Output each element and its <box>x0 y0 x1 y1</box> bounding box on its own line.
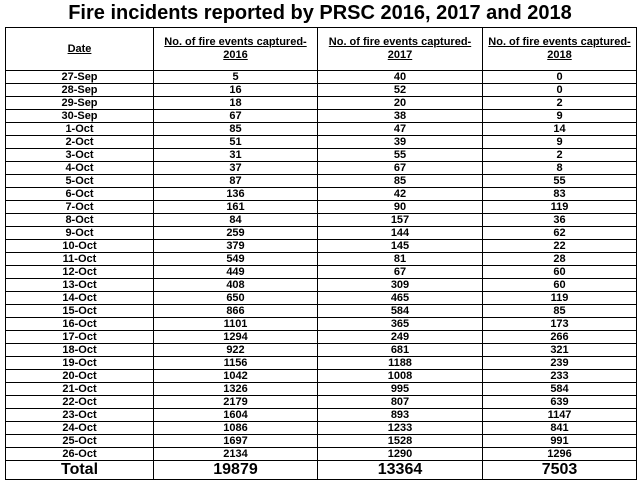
count-2018-cell: 9 <box>483 110 637 123</box>
date-cell: 16-Oct <box>6 318 154 331</box>
date-cell: 14-Oct <box>6 292 154 305</box>
count-2016-cell: 5 <box>154 71 318 84</box>
date-cell: 2-Oct <box>6 136 154 149</box>
fire-incidents-table <box>5 27 637 480</box>
count-2016-cell: 1101 <box>154 318 318 331</box>
count-2018-cell: 119 <box>483 201 637 214</box>
count-2017-cell: 144 <box>318 227 483 240</box>
count-2016-cell: 922 <box>154 344 318 357</box>
count-2016-cell: 1604 <box>154 409 318 422</box>
count-2016-cell: 259 <box>154 227 318 240</box>
header-2016: No. of fire events captured- 2016 <box>154 28 318 71</box>
date-cell: 1-Oct <box>6 123 154 136</box>
count-2018-cell: 584 <box>483 383 637 396</box>
count-2018-cell: 0 <box>483 71 637 84</box>
table-row <box>6 110 637 123</box>
header-date: Date <box>6 28 154 71</box>
count-2017-cell: 1528 <box>318 435 483 448</box>
count-2017-cell: 38 <box>318 110 483 123</box>
table-row <box>6 149 637 162</box>
count-2017-cell: 1233 <box>318 422 483 435</box>
count-2018-cell: 321 <box>483 344 637 357</box>
count-2017-cell: 39 <box>318 136 483 149</box>
count-2016-cell: 650 <box>154 292 318 305</box>
count-2017-cell: 1290 <box>318 448 483 461</box>
count-2017-cell: 20 <box>318 97 483 110</box>
count-2017-cell: 85 <box>318 175 483 188</box>
date-cell: 11-Oct <box>6 253 154 266</box>
count-2016-cell: 2179 <box>154 396 318 409</box>
count-2018-cell: 8 <box>483 162 637 175</box>
date-cell: 22-Oct <box>6 396 154 409</box>
count-2017-cell: 1188 <box>318 357 483 370</box>
count-2016-cell: 408 <box>154 279 318 292</box>
count-2018-cell: 83 <box>483 188 637 201</box>
count-2016-cell: 866 <box>154 305 318 318</box>
table-row <box>6 409 637 422</box>
count-2018-cell: 22 <box>483 240 637 253</box>
date-cell: 15-Oct <box>6 305 154 318</box>
count-2016-cell: 2134 <box>154 448 318 461</box>
date-cell: 10-Oct <box>6 240 154 253</box>
count-2017-cell: 465 <box>318 292 483 305</box>
date-cell: 20-Oct <box>6 370 154 383</box>
date-cell: 21-Oct <box>6 383 154 396</box>
date-cell: 27-Sep <box>6 71 154 84</box>
table-row <box>6 344 637 357</box>
date-cell: 5-Oct <box>6 175 154 188</box>
count-2018-cell: 2 <box>483 149 637 162</box>
count-2016-cell: 1697 <box>154 435 318 448</box>
table-row <box>6 266 637 279</box>
date-cell: 7-Oct <box>6 201 154 214</box>
total-row <box>6 461 637 480</box>
table-row <box>6 214 637 227</box>
count-2016-cell: 549 <box>154 253 318 266</box>
count-2018-cell: 55 <box>483 175 637 188</box>
count-2017-cell: 157 <box>318 214 483 227</box>
date-cell: 19-Oct <box>6 357 154 370</box>
date-cell: 9-Oct <box>6 227 154 240</box>
count-2016-cell: 37 <box>154 162 318 175</box>
count-2016-cell: 1086 <box>154 422 318 435</box>
count-2016-cell: 449 <box>154 266 318 279</box>
total-label: Total <box>6 461 154 480</box>
table-row <box>6 84 637 97</box>
table-row <box>6 253 637 266</box>
count-2016-cell: 67 <box>154 110 318 123</box>
count-2018-cell: 1147 <box>483 409 637 422</box>
table-row <box>6 162 637 175</box>
count-2017-cell: 47 <box>318 123 483 136</box>
date-cell: 3-Oct <box>6 149 154 162</box>
count-2018-cell: 62 <box>483 227 637 240</box>
table-row <box>6 448 637 461</box>
table-row <box>6 279 637 292</box>
count-2017-cell: 309 <box>318 279 483 292</box>
date-cell: 25-Oct <box>6 435 154 448</box>
count-2017-cell: 365 <box>318 318 483 331</box>
count-2017-cell: 1008 <box>318 370 483 383</box>
table-row <box>6 97 637 110</box>
page-title: Fire incidents reported by PRSC 2016, 2017 and 2018 <box>68 2 572 24</box>
count-2017-cell: 807 <box>318 396 483 409</box>
count-2017-cell: 42 <box>318 188 483 201</box>
count-2017-cell: 52 <box>318 84 483 97</box>
count-2017-cell: 67 <box>318 266 483 279</box>
count-2018-cell: 173 <box>483 318 637 331</box>
count-2018-cell: 85 <box>483 305 637 318</box>
date-cell: 28-Sep <box>6 84 154 97</box>
table-row <box>6 318 637 331</box>
count-2017-cell: 81 <box>318 253 483 266</box>
count-2017-cell: 995 <box>318 383 483 396</box>
count-2016-cell: 18 <box>154 97 318 110</box>
count-2018-cell: 0 <box>483 84 637 97</box>
count-2017-cell: 249 <box>318 331 483 344</box>
date-cell: 8-Oct <box>6 214 154 227</box>
table-row <box>6 435 637 448</box>
date-cell: 12-Oct <box>6 266 154 279</box>
count-2016-cell: 51 <box>154 136 318 149</box>
count-2016-cell: 85 <box>154 123 318 136</box>
table-row <box>6 331 637 344</box>
count-2017-cell: 90 <box>318 201 483 214</box>
count-2016-cell: 1294 <box>154 331 318 344</box>
count-2016-cell: 1042 <box>154 370 318 383</box>
count-2016-cell: 31 <box>154 149 318 162</box>
table-row <box>6 71 637 84</box>
count-2018-cell: 991 <box>483 435 637 448</box>
table-row <box>6 396 637 409</box>
count-2016-cell: 379 <box>154 240 318 253</box>
count-2018-cell: 1296 <box>483 448 637 461</box>
date-cell: 17-Oct <box>6 331 154 344</box>
total-2018: 7503 <box>483 461 637 480</box>
table-row <box>6 240 637 253</box>
table-row <box>6 422 637 435</box>
date-cell: 23-Oct <box>6 409 154 422</box>
count-2018-cell: 9 <box>483 136 637 149</box>
date-cell: 13-Oct <box>6 279 154 292</box>
table-row <box>6 227 637 240</box>
count-2018-cell: 28 <box>483 253 637 266</box>
date-cell: 29-Sep <box>6 97 154 110</box>
header-row <box>6 28 637 71</box>
count-2018-cell: 639 <box>483 396 637 409</box>
count-2017-cell: 55 <box>318 149 483 162</box>
total-2016: 19879 <box>154 461 318 480</box>
total-2017: 13364 <box>318 461 483 480</box>
table-row <box>6 292 637 305</box>
count-2018-cell: 841 <box>483 422 637 435</box>
table-row <box>6 188 637 201</box>
count-2016-cell: 161 <box>154 201 318 214</box>
count-2017-cell: 67 <box>318 162 483 175</box>
count-2018-cell: 2 <box>483 97 637 110</box>
date-cell: 18-Oct <box>6 344 154 357</box>
header-2018: No. of fire events captured- 2018 <box>483 28 637 71</box>
table-row <box>6 136 637 149</box>
count-2018-cell: 266 <box>483 331 637 344</box>
header-2017: No. of fire events captured- 2017 <box>318 28 483 71</box>
count-2017-cell: 681 <box>318 344 483 357</box>
count-2016-cell: 136 <box>154 188 318 201</box>
date-cell: 30-Sep <box>6 110 154 123</box>
count-2016-cell: 87 <box>154 175 318 188</box>
date-cell: 4-Oct <box>6 162 154 175</box>
date-cell: 24-Oct <box>6 422 154 435</box>
count-2017-cell: 145 <box>318 240 483 253</box>
count-2018-cell: 14 <box>483 123 637 136</box>
date-cell: 26-Oct <box>6 448 154 461</box>
table-row <box>6 123 637 136</box>
date-cell: 6-Oct <box>6 188 154 201</box>
count-2016-cell: 16 <box>154 84 318 97</box>
count-2018-cell: 239 <box>483 357 637 370</box>
count-2018-cell: 233 <box>483 370 637 383</box>
count-2016-cell: 1156 <box>154 357 318 370</box>
count-2018-cell: 60 <box>483 266 637 279</box>
count-2017-cell: 584 <box>318 305 483 318</box>
table-row <box>6 357 637 370</box>
table-row <box>6 370 637 383</box>
table-row <box>6 305 637 318</box>
table-row <box>6 175 637 188</box>
count-2017-cell: 40 <box>318 71 483 84</box>
count-2018-cell: 36 <box>483 214 637 227</box>
count-2016-cell: 84 <box>154 214 318 227</box>
count-2018-cell: 119 <box>483 292 637 305</box>
count-2018-cell: 60 <box>483 279 637 292</box>
count-2016-cell: 1326 <box>154 383 318 396</box>
table-row <box>6 383 637 396</box>
table-row <box>6 201 637 214</box>
count-2017-cell: 893 <box>318 409 483 422</box>
